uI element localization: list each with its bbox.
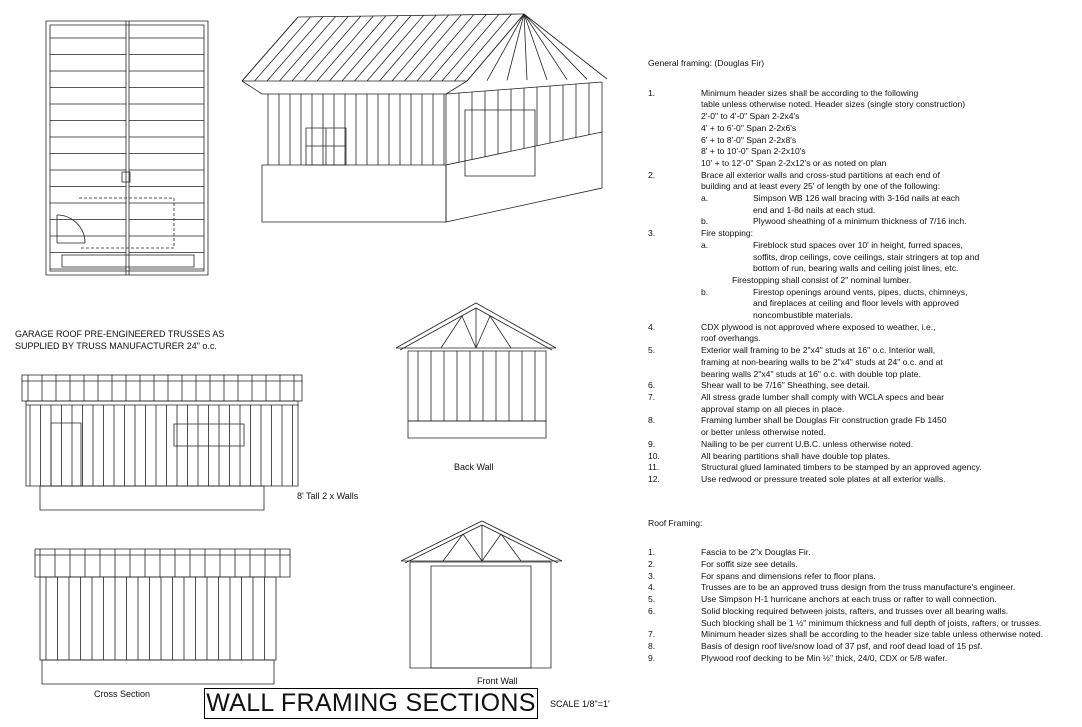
rafter <box>392 15 449 81</box>
general-item-number: 7. <box>648 391 656 402</box>
firestop-option-text: soffits, drop ceilings, cove ceilings, stair stringers at top and <box>753 251 980 262</box>
back-wall-label: Back Wall <box>454 462 494 472</box>
rafter <box>317 16 373 81</box>
general-item-text: bearing walls 2"x4" studs at 16" o.c. with double top plate. <box>701 368 921 379</box>
general-item-line <box>648 462 1078 474</box>
roof-item-text: Solid blocking required between joists, rafters, and trusses over all bearing walls. <box>701 605 1009 616</box>
general-item-line <box>648 380 1078 392</box>
roof-item-text: Trusses are to be an approved truss design from the truss manufacture's engineer. <box>701 582 1016 593</box>
bracing-option-letter: b. <box>701 216 709 227</box>
rafter <box>380 15 437 81</box>
general-item-number: 1. <box>648 87 656 98</box>
roof-item-line <box>648 582 1078 594</box>
general-item-text: framing at non-bearing walls to be 2"x4" studs at 24" o.c. and at <box>701 356 943 367</box>
roof-item-number: 7. <box>648 629 656 640</box>
general-item-number: 12. <box>648 473 660 484</box>
general-item-text: approval stamp on all pieces in place. <box>701 403 845 414</box>
general-item-text: Framing lumber shall be Douglas Fir construction grade Fb 1450 <box>701 415 947 426</box>
roof-item-text: Such blocking shall be 1 ½" minimum thickness and full depth of joists, rafters, or trusses. <box>701 617 1042 628</box>
general-item-line <box>648 404 1078 416</box>
general-item-text: Nailing to be per current U.B.C. unless otherwise noted. <box>701 438 914 449</box>
roof-item-line <box>648 594 1078 606</box>
gable-web <box>524 14 587 79</box>
general-item-text: 4' + to 6'-0" Span 2-2x6's <box>701 122 797 133</box>
framing-notes <box>648 58 1078 664</box>
general-item-number: 11. <box>648 462 660 473</box>
roof-item-text: Minimum header sizes shall be according to the header size table unless otherwise noted. <box>701 629 1044 640</box>
general-item-line <box>648 357 1078 369</box>
general-item-text: 10' + to 12'-0" Span 2-2x12's or as noted on plan <box>701 157 887 168</box>
rafter <box>255 17 311 81</box>
roof-item-line <box>648 606 1078 618</box>
general-item-text: Use redwood or pressure treated sole plates at all exterior walls. <box>701 473 946 484</box>
bracing-option-text: Plywood sheathing of a minimum thickness of 7/16 inch. <box>753 216 967 227</box>
firestop-option-letter: a. <box>701 239 709 250</box>
roof-item-line <box>648 629 1078 641</box>
roof-framing-list <box>648 547 1078 664</box>
bracing-option-letter: a. <box>701 193 709 204</box>
rafter <box>442 14 499 81</box>
bracing-option-line <box>648 193 1078 205</box>
roof-item-text: Basis of design roof live/snow load of 37 psf, and roof dead load of 15 psf. <box>701 640 983 651</box>
general-item-text: Brace all exterior walls and cross-stud partitions at each end of <box>701 169 940 180</box>
general-item-line <box>648 415 1078 427</box>
general-item-line <box>648 170 1078 182</box>
general-item-number: 10. <box>648 450 660 461</box>
rafter <box>242 17 298 81</box>
general-item-line <box>648 88 1078 100</box>
roof-item-number: 1. <box>648 547 656 558</box>
truss-note-line-2: SUPPLIED BY TRUSS MANUFACTURER 24" o.c. <box>15 341 217 351</box>
isometric-framing <box>242 14 607 222</box>
general-item-line <box>648 333 1078 345</box>
general-item-text: Minimum header sizes shall be according to the following <box>701 87 919 98</box>
side-wall-label: 8' Tall 2 x Walls <box>297 491 359 501</box>
general-item-number: 5. <box>648 345 656 356</box>
roof-item-line <box>648 641 1078 653</box>
general-item-number: 9. <box>648 438 656 449</box>
firestop-option-line <box>648 287 1078 299</box>
rafter <box>330 16 386 81</box>
general-item-line <box>648 135 1078 147</box>
rafter <box>267 17 323 81</box>
general-item-line <box>648 474 1078 486</box>
general-item-number: 6. <box>648 380 656 391</box>
general-item-text: 6' + to 8'-0" Span 2-2x8's <box>701 134 797 145</box>
general-framing-heading: General framing: (Douglas Fir) <box>648 58 765 68</box>
back-wall-elevation <box>396 303 556 438</box>
general-item-line <box>648 322 1078 334</box>
bracing-option-line <box>648 216 1078 228</box>
general-item-line <box>648 369 1078 381</box>
gable-web <box>524 14 567 80</box>
rafter <box>367 15 424 81</box>
roof-item-text: Plywood roof decking to be Min ½" thick, 24/0, CDX or 5/8 wafer. <box>701 652 948 663</box>
gable-web <box>487 14 524 81</box>
firestop-option-text: Firestop openings around vents, pipes, ducts, chimneys, <box>753 286 968 297</box>
general-item-line <box>648 345 1078 357</box>
roof-item-number: 9. <box>648 652 656 663</box>
firestop-option-letter: b. <box>701 286 709 297</box>
general-item-number: 4. <box>648 321 656 332</box>
front-wall-elevation <box>401 521 562 668</box>
general-item-line <box>648 111 1078 123</box>
general-item-line <box>648 228 1078 240</box>
general-item-line <box>648 146 1078 158</box>
general-item-text: CDX plywood is not approved where exposed to weather, i.e., <box>701 321 936 332</box>
general-item-line <box>648 427 1078 439</box>
roof-item-number: 2. <box>648 559 656 570</box>
firestop-option-text: bottom of run, bearing walls and ceiling joist lines, etc. <box>753 263 959 274</box>
roof-item-text: Fascia to be 2"x Douglas Fir. <box>701 547 811 558</box>
general-item-text: All bearing partitions shall have double top plates. <box>701 450 891 461</box>
drawing-title: WALL FRAMING SECTIONS <box>204 688 538 719</box>
roof-item-number: 8. <box>648 640 656 651</box>
general-item-text: Structural glued laminated timbers to be stamped by an approved agency. <box>701 462 982 473</box>
roof-item-line <box>648 618 1078 630</box>
roof-item-number: 3. <box>648 570 656 581</box>
general-item-line <box>648 392 1078 404</box>
general-item-text: Shear wall to be 7/16" Sheathing, see detail. <box>701 380 870 391</box>
rafter <box>417 15 474 81</box>
general-item-line <box>648 99 1078 111</box>
firestop-option-line <box>648 263 1078 275</box>
general-item-text: 2'-0" to 4'-0" Span 2-2x4's <box>701 111 800 122</box>
general-item-line <box>648 181 1078 193</box>
roof-item-text: For soffit size see details. <box>701 559 798 570</box>
roof-item-text: For spans and dimensions refer to floor plans. <box>701 570 876 581</box>
roof-item-number: 5. <box>648 594 656 605</box>
bracing-option-text: Simpson WB 126 wall bracing with 3-16d nails at each <box>753 193 960 204</box>
rafter <box>305 16 361 81</box>
general-item-number: 2. <box>648 169 656 180</box>
firestop-option-text: and fireplaces at ceiling and floor levels with approved <box>753 298 959 309</box>
bracing-option-line <box>648 205 1078 217</box>
rafter <box>280 17 336 82</box>
firestop-option-text: Fireblock stud spaces over 10' in height, furred spaces, <box>753 239 963 250</box>
cross-section-elevation <box>35 549 290 684</box>
firestop-option-line <box>648 298 1078 310</box>
roof-item-text: Use Simpson H-1 hurricane anchors at each truss or rafter to wall connection. <box>701 594 997 605</box>
general-item-number: 8. <box>648 415 656 426</box>
general-item-line <box>648 158 1078 170</box>
firestop-option-line <box>648 252 1078 264</box>
general-item-text: or better unless otherwise noted. <box>701 427 826 438</box>
roof-framing-plan <box>46 21 208 275</box>
rafter <box>430 15 487 82</box>
rafter <box>342 16 398 81</box>
general-item-number: 3. <box>648 228 656 239</box>
rafter <box>355 16 412 82</box>
rafter <box>405 15 462 81</box>
firestop-option-line <box>648 310 1078 322</box>
general-item-text: 8' + to 10'-0" Span 2-2x10's <box>701 146 806 157</box>
rafter <box>292 16 348 81</box>
cross-section-label: Cross Section <box>94 689 151 699</box>
truss-note-line-1: GARAGE ROOF PRE-ENGINEERED TRUSSES AS <box>15 329 225 339</box>
roof-item-number: 4. <box>648 582 656 593</box>
bracing-option-text: end and 1-8d nails at each stud. <box>753 204 876 215</box>
side-wall-elevation <box>22 375 302 510</box>
roof-item-line <box>648 547 1078 559</box>
general-item-line <box>648 451 1078 463</box>
gable-web <box>524 14 547 80</box>
general-item-line <box>648 123 1078 135</box>
general-framing-list <box>648 88 1078 486</box>
roof-item-line <box>648 653 1078 665</box>
roof-framing-heading: Roof Framing: <box>648 517 703 528</box>
front-wall-label: Front Wall <box>477 676 518 686</box>
roof-item-line <box>648 571 1078 583</box>
general-item-text: Exterior wall framing to be 2"x4" studs at 16" o.c. Interior wall, <box>701 345 936 356</box>
rafter <box>455 14 512 81</box>
general-item-text: All stress grade lumber shall comply with WCLA specs and bear <box>701 391 945 402</box>
general-item-text: roof overhangs. <box>701 333 761 344</box>
general-item-text: Fire stopping: <box>701 228 754 239</box>
scale-label: SCALE 1/8"=1' <box>550 699 610 709</box>
roof-item-number: 6. <box>648 605 656 616</box>
general-item-text: table unless otherwise noted. Header sizes (single story construction) <box>701 99 966 110</box>
roof-item-line <box>648 559 1078 571</box>
firestopping-note: Firestopping shall consist of 2" nominal lumber. <box>732 274 912 285</box>
firestop-option-line <box>648 240 1078 252</box>
gable-web <box>524 14 527 80</box>
general-item-line <box>648 439 1078 451</box>
general-item-text: building and at least every 25' of length by one of the following: <box>701 181 941 192</box>
firestop-option-text: noncombustible materials. <box>753 310 853 321</box>
